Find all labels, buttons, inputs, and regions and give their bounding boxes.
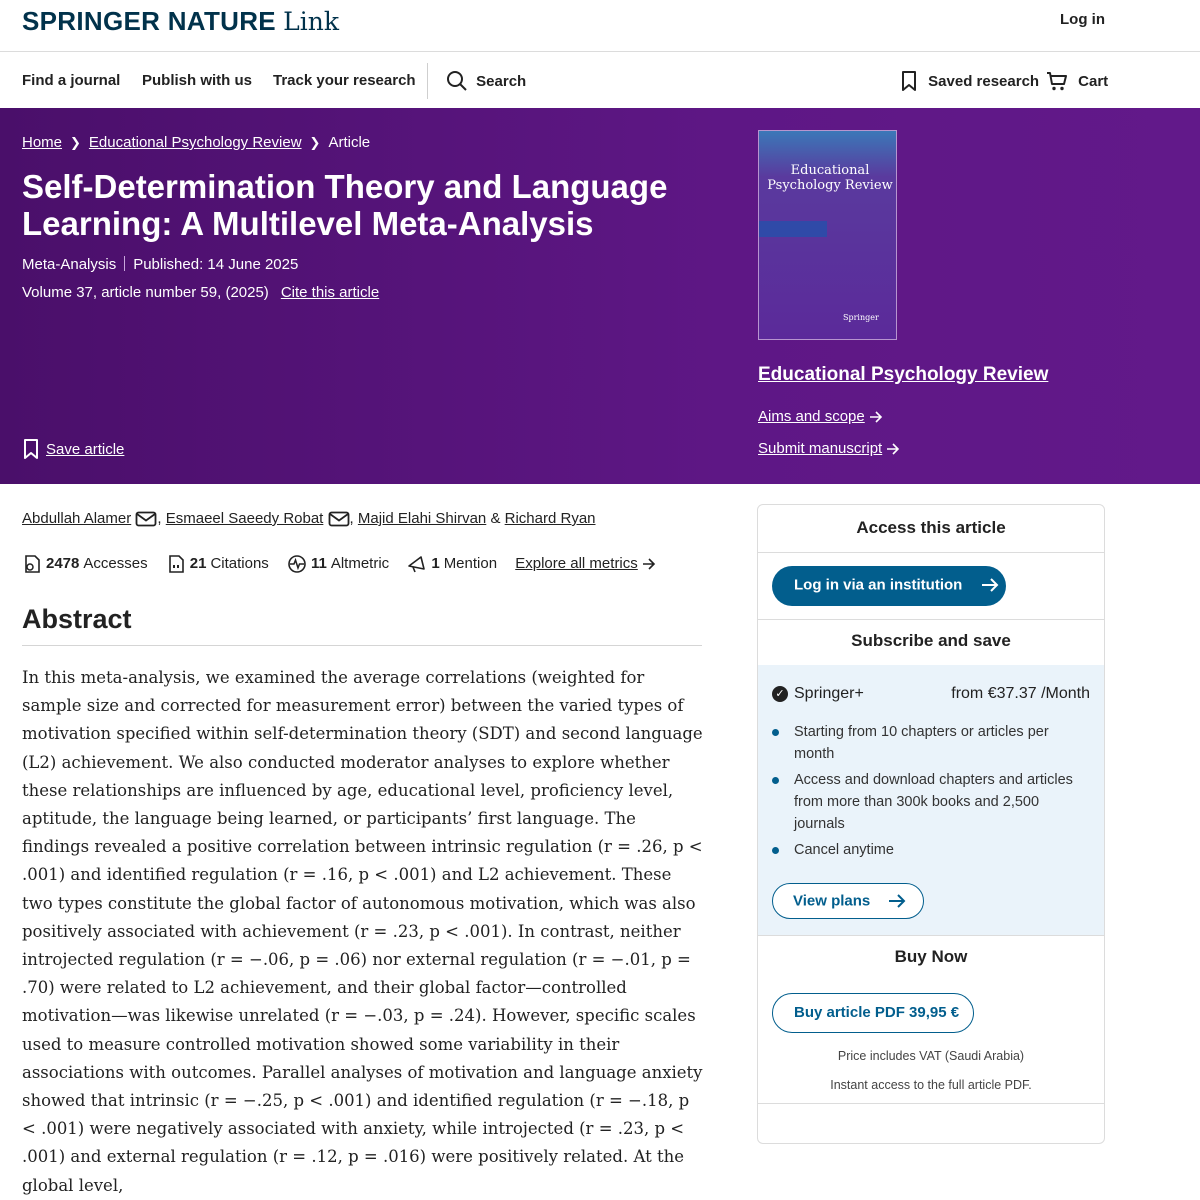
author-link[interactable]: Abdullah Alamer: [22, 510, 132, 527]
article-title: Self-Determination Theory and Language Learning: A Multilevel Meta-Analysis: [22, 168, 668, 242]
subscribe-heading: Subscribe and save: [851, 631, 1011, 650]
author-separator: &: [490, 510, 501, 527]
top-bar: [0, 0, 1200, 52]
search-label: Search: [476, 72, 527, 90]
arrow-right-icon: [642, 558, 656, 570]
metric-accesses: [22, 554, 148, 574]
breadcrumb-home[interactable]: Home: [22, 134, 63, 151]
author-separator: ,: [157, 510, 162, 527]
save-article-button[interactable]: [22, 438, 124, 460]
meta-divider: [124, 256, 125, 271]
submit-manuscript-link[interactable]: [758, 440, 900, 457]
citations-count: 21: [189, 554, 207, 572]
main-nav: [0, 52, 1200, 108]
author-link[interactable]: Richard Ryan: [504, 510, 596, 527]
cart-icon: [1046, 70, 1068, 92]
eye-document-icon: [22, 554, 42, 574]
saved-research-label: Saved research: [928, 72, 1040, 90]
article-metrics: [22, 554, 670, 574]
altmetric-icon: [287, 554, 307, 574]
accesses-count: 2478: [46, 554, 80, 572]
breadcrumb-chevron-icon: ❯: [70, 135, 81, 150]
citations-label: Citations: [210, 554, 269, 572]
panel-divider: [758, 1103, 1104, 1104]
institution-login-button[interactable]: [772, 566, 1006, 606]
plan-feature: Cancel anytime: [794, 839, 1084, 861]
article-type: Meta-Analysis: [22, 256, 117, 273]
arrow-right-icon: [886, 443, 900, 455]
cover-band: [759, 221, 827, 237]
nav-track-research[interactable]: Track your research: [273, 72, 416, 89]
journal-cover-image[interactable]: [758, 130, 897, 340]
email-icon[interactable]: [328, 511, 350, 527]
altmetric-label: Altmetric: [330, 554, 390, 572]
login-link[interactable]: Log in: [1060, 11, 1105, 28]
email-icon[interactable]: [135, 511, 157, 527]
megaphone-icon: [407, 554, 427, 574]
cover-publisher-logo: Springer: [843, 313, 879, 322]
citation-icon: [166, 554, 186, 574]
breadcrumb-current: Article: [328, 134, 371, 151]
access-article-panel: [757, 504, 1105, 1144]
metric-citations: [166, 554, 269, 574]
buy-pdf-button[interactable]: Buy article PDF 39,95 €: [772, 993, 974, 1033]
cover-title: Educational Psychology Review: [767, 163, 893, 193]
breadcrumb: [22, 134, 370, 151]
save-article-label: Save article: [46, 440, 125, 458]
submit-manuscript-label: Submit manuscript: [758, 440, 883, 457]
abstract-heading: Abstract: [22, 604, 132, 634]
springer-nature-link-logo[interactable]: [22, 6, 339, 37]
article-published-date: Published: 14 June 2025: [133, 256, 299, 273]
aims-scope-label: Aims and scope: [758, 408, 865, 425]
panel-divider: [758, 619, 1104, 620]
arrow-right-icon: [981, 578, 999, 592]
access-heading: Access this article: [856, 518, 1006, 537]
plan-price: from €37.37 /Month: [951, 685, 1090, 702]
article-hero: [0, 108, 1200, 484]
breadcrumb-chevron-icon: ❯: [309, 135, 321, 150]
logo-brand: SPRINGER NATURE: [22, 6, 276, 36]
bookmark-icon: [900, 70, 918, 92]
cart-label: Cart: [1078, 72, 1109, 90]
metric-altmetric: [287, 554, 389, 574]
plan-feature: Access and download chapters and articles from more than 300k books and 2,500 journals: [794, 769, 1084, 835]
vat-note: Price includes VAT (Saudi Arabia): [837, 1049, 1025, 1063]
nav-publish[interactable]: Publish with us: [142, 72, 253, 89]
article-volume: Volume 37, article number 59, (2025): [22, 284, 269, 301]
bookmark-icon: [22, 438, 40, 460]
metric-mention: [407, 554, 497, 574]
author-separator: ,: [349, 510, 354, 527]
article-volume-line: [22, 284, 379, 301]
panel-divider: [758, 935, 1104, 936]
mention-label: Mention: [443, 554, 498, 572]
nav-find-journal[interactable]: Find a journal: [22, 72, 121, 89]
plan-name-label: Springer+: [794, 685, 864, 702]
arrow-right-icon: [869, 411, 883, 423]
nav-divider: [427, 63, 428, 99]
mention-count: 1: [431, 554, 440, 572]
institution-login-label: Log in via an institution: [794, 576, 963, 594]
nav-saved-research[interactable]: [900, 70, 1039, 92]
author-list: [22, 510, 596, 527]
altmetric-count: 11: [310, 554, 327, 572]
plan-name: [772, 685, 864, 703]
instant-access-note: Instant access to the full article PDF.: [830, 1078, 1032, 1092]
journal-name-link[interactable]: Educational Psychology Review: [758, 364, 1049, 385]
nav-cart[interactable]: [1046, 70, 1108, 92]
view-plans-label: View plans: [793, 892, 871, 910]
logo-product: Link: [283, 7, 340, 36]
buy-now-heading: Buy Now: [894, 947, 968, 966]
article-meta: [22, 256, 298, 273]
explore-metrics-label: Explore all metrics: [515, 554, 638, 572]
search-icon: [446, 70, 468, 92]
accesses-label: Accesses: [83, 554, 148, 572]
panel-divider: [758, 552, 1104, 553]
cite-article-link[interactable]: Cite this article: [280, 284, 380, 301]
abstract-text: In this meta-analysis, we examined the average correlations (weighted for sample size and corrected for measurement error) between the varied types of motivation specified within self-determination theory (SDT) and second language (L2) achievement. We also conducted moderator analyses to explore whether these relationships are influenced by age, educational level, proficiency level, aptitude, the language being learned, or participants’ first language. The findings revealed a positive correlation between intrinsic regulation (r = .26, p < .001) and identified regulation (r = .16, p < .001) and L2 achievement. These two types constitute the global factor of autonomous motivation, which was also positively associated with achievement (r = .23, p < .001). In contrast, neither introjected regulation (r = −.06, p = .06) nor external regulation (r = −.01, p = .70) were related to L2 achievement, and their global factor—controlled motivation—was likewise unrelated (r = −.03, p = .24). However, specific scales used to measure controlled motivation showed some variability in their associations with outcomes. Parallel analyses of motivation and language anxiety showed that intrinsic (r = −.25, p < .001) and identified regulation (r = −.18, p < .001) were negatively associated with anxiety, while introjected (r = .23, p < .001) and external regulation (r = .12, p = .016) were positively related. At the global level,: [22, 668, 703, 1195]
view-plans-button[interactable]: [772, 883, 924, 919]
check-circle-icon: ✓: [772, 686, 788, 702]
author-link[interactable]: Majid Elahi Shirvan: [357, 510, 487, 527]
springer-plus-plan: [758, 665, 1104, 935]
abstract-divider: [22, 645, 702, 646]
nav-search-button[interactable]: [446, 70, 526, 92]
explore-metrics-link[interactable]: [515, 555, 656, 572]
aims-scope-link[interactable]: [758, 408, 883, 425]
author-link[interactable]: Esmaeel Saeedy Robat: [165, 510, 324, 527]
arrow-right-icon: [888, 894, 906, 908]
breadcrumb-journal[interactable]: Educational Psychology Review: [88, 134, 302, 151]
plan-feature: Starting from 10 chapters or articles per month: [794, 721, 1084, 765]
